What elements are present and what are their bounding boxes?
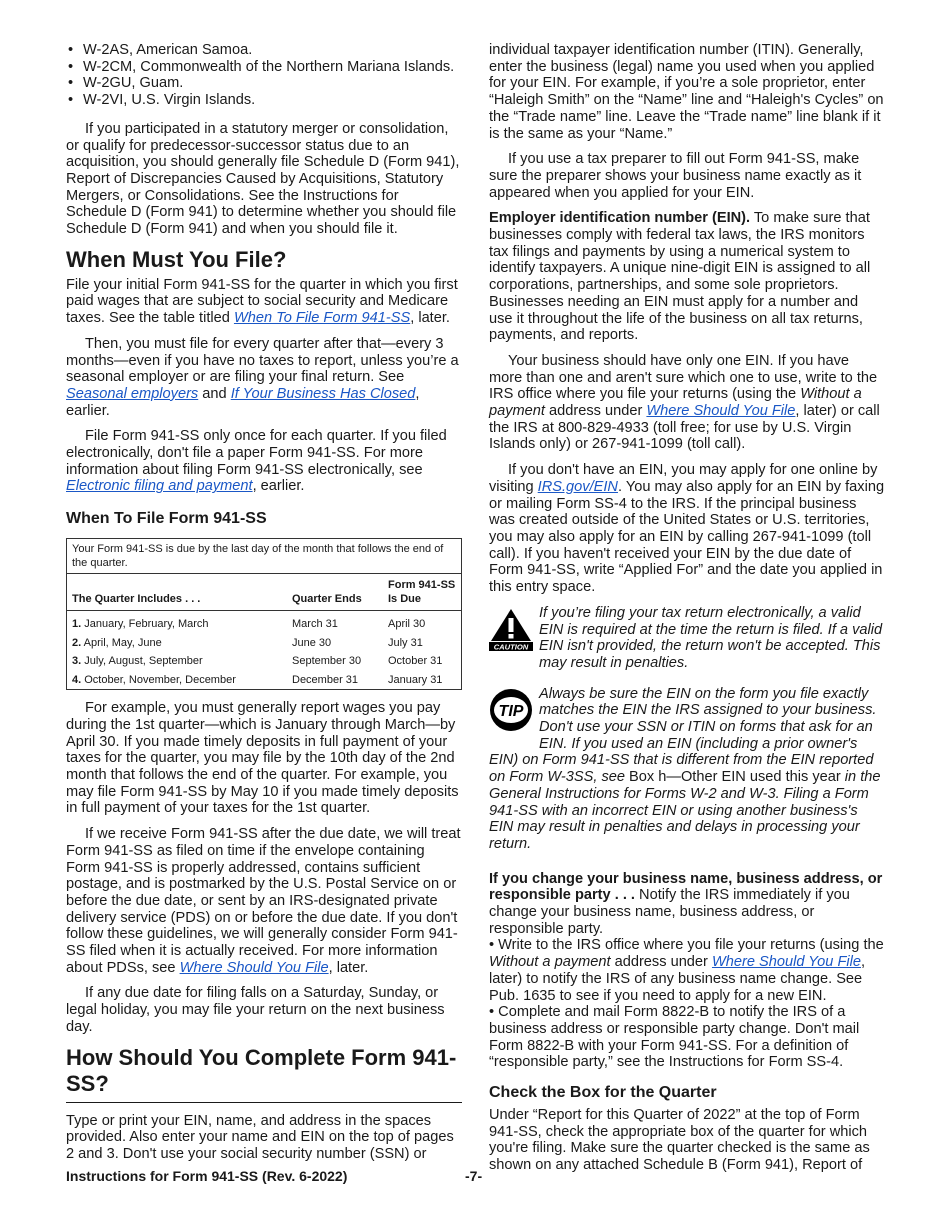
column-header: Quarter Ends <box>287 574 383 611</box>
tip-note: TIP Always be sure the EIN on the form you file exactly matches the EIN the IRS assigned to your business. Don't use your SSN or ITIN on forms that ask for an EIN. If you used an EIN (including a prior owner's EIN) on Form 941-SS that is different from the EIN reported on Form W-3SS, see Box h—Other EIN used this year in the General Instructions for Forms W-2 and W-3. Filing a Form 941-SS with an incorrect EIN or using another business's EIN may result in penalties and delays in processing your return. <box>489 685 881 852</box>
when-to-file-link[interactable]: When To File Form 941-SS <box>233 310 411 327</box>
type-or-print-paragraph: Type or print your EIN, name, and address in the spaces provided. Also enter your name and EIN on the top of pages 2 and 3. Don't use your social security number (SSN) or <box>66 1112 454 1162</box>
territory-form-list <box>66 42 462 109</box>
table-row: 4. October, November, December December 31 January 31 <box>72 673 443 686</box>
right-column <box>489 42 885 1183</box>
page-footer <box>66 1168 886 1185</box>
preparer-paragraph: If you use a tax preparer to fill out Form 941-SS, make sure the preparer shows your business name exactly as it appeared when you applied for your EIN. <box>489 151 862 201</box>
tip-icon <box>489 688 533 737</box>
every-quarter-paragraph: Then, you must file for every quarter after that—every 3 months—even if you have no taxes to report, unless you’re a seasonal employer or are filing your final return. See Seasonal employers and If Your Business Has Closed, earlier. <box>66 335 459 419</box>
irs-ein-link[interactable]: IRS.gov/EIN <box>537 478 618 495</box>
heading-when-must-you-file: When Must You File? <box>66 246 287 272</box>
where-should-you-file-link[interactable]: Where Should You File <box>646 403 796 420</box>
check-box-paragraph: Under “Report for this Quarter of 2022” at the top of Form 941-SS, check the appropriate box of the quarter for which you're filing. Make sure the quarter checked is the same as shown on any attached Schedule B (Form 941), Report of <box>489 1107 870 1174</box>
ein-label: Employer identification number (EIN). <box>489 210 751 227</box>
svg-text:TIP: TIP <box>498 702 524 720</box>
table-row: 3. July, August, September September 30 October 31 <box>72 655 443 668</box>
business-closed-link[interactable]: If Your Business Has Closed <box>230 385 416 402</box>
left-column <box>66 42 462 1172</box>
list-item: • W-2CM, Commonwealth of the Northern Mariana Islands. <box>66 59 462 76</box>
heading-how-to-complete: How Should You Complete Form 941-SS? <box>66 1045 462 1103</box>
box-h-reference: Box h—Other EIN used this year <box>629 769 841 786</box>
no-ein-paragraph: If you don't have an EIN, you may apply for one online by visiting IRS.gov/EIN. You may also apply for an EIN by faxing or mailing Form SS-4 to the IRS. If the principal business was created outside of the United States or U.S. territories, you may also apply for an EIN by calling 267-941-1099 (toll call). If you haven't received your EIN by the due date of Form 941-SS, write “Applied For” and the date you applied in this entry space. <box>489 462 885 596</box>
where-should-you-file-link[interactable]: Where Should You File <box>179 959 329 976</box>
table-row: 2. April, May, June June 30 July 31 <box>72 636 423 649</box>
seasonal-employers-link[interactable]: Seasonal employers <box>66 385 199 402</box>
merger-paragraph: If you participated in a statutory merger or consolidation, or qualify for predecessor-successor status due to an acquisition, you should generally file Schedule D (Form 941), Report of Discrepancies Caused by Acquisitions, Statutory Mergers, or Consolidations. See the Instructions for Schedule D (Form 941) to determine whether you should file Schedule D (Form 941) and when you should file it. <box>66 120 460 238</box>
itin-paragraph: individual taxpayer identification number (ITIN). Generally, enter the business (legal) name you used when you applied for your EIN. For example, if you’re a sole proprietor, enter “Haleigh Smith” on the “Name” line and “Haleigh's Cycles” on the “Trade name” line. Leave the “Trade name” line blank if it is the same as your “Name.” <box>489 42 884 142</box>
change-paragraph: If you change your business name, business address, or responsible party . . . Notify the IRS immediately if you change your business name, business address, or responsible party. <box>489 870 883 937</box>
bullet-item: • Complete and mail Form 8822-B to notify the IRS of a business address or responsible party change. Don't mail Form 8822-B with your Form 941-SS. For a definition of “responsible party,” see the Instructions for Form SS-4. <box>489 1004 860 1071</box>
received-late-paragraph: If we receive Form 941-SS after the due date, we will treat Form 941-SS as filed on time if the envelope containing Form 941-SS is properly addressed, contains sufficient postage, and is postmarked by the U.S. Postal Service on or before the due date, or sent by an IRS-designated private delivery service (PDS) on or before the due date. If you don't follow these guidelines, we will generally consider Form 941-SS filed when it is actually received. For more information about PDSs, see Where Should You File, later. <box>66 826 461 976</box>
page-number: -7- <box>465 1168 483 1184</box>
list-item: • W-2GU, Guam. <box>66 75 462 92</box>
where-should-you-file-link[interactable]: Where Should You File <box>711 954 861 971</box>
heading-when-to-file-table: When To File Form 941-SS <box>66 510 267 528</box>
column-header: Form 941-SS Is Due <box>383 574 462 611</box>
list-item: • W-2AS, American Samoa. <box>66 42 462 59</box>
due-date-table <box>66 538 462 690</box>
svg-text:CAUTION: CAUTION <box>493 642 529 651</box>
file-once-paragraph: File Form 941-SS only once for each quarter. If you filed electronically, don't file a paper Form 941-SS. For more information about filing Form 941-SS electronically, see Electronic filing and payment, earlier. <box>66 428 447 495</box>
holiday-paragraph: If any due date for filing falls on a Saturday, Sunday, or legal holiday, you may file your return on the next business day. <box>66 985 445 1035</box>
caution-note <box>489 605 885 672</box>
ein-paragraph: Employer identification number (EIN). To make sure that businesses comply with federal tax laws, the IRS monitors tax filings and payments by using a numerical system to identify taxpayers. A unique nine-digit EIN is assigned to all corporations, partnerships, and some sole proprietors. Businesses needing an EIN must apply for a number and use it throughout the life of the business on all tax returns, payments, and reports. <box>489 210 871 344</box>
bullet-item: • Write to the IRS office where you file your returns (using the Without a payment address under Where Should You File, later) to notify the IRS of any business name change. See Pub. 1635 to see if you need to apply for a new EIN. <box>489 937 884 1004</box>
electronic-filing-link[interactable]: Electronic filing and payment <box>66 478 253 495</box>
example-paragraph: For example, you must generally report wages you pay during the 1st quarter—which is January through March—by April 30. If you made timely deposits in full payment of your taxes for the quarter, you may file by the 10th day of the 2nd month that follows the end of the quarter. For example, you may file Form 941-SS by May 10 if you made timely deposits in full payment of your taxes for the 1st quarter. <box>66 700 459 817</box>
caution-text: If you’re filing your tax return electronically, a valid EIN is required at the time the return is filed. If a valid EIN isn't provided, the return won't be accepted. This may result in penalties. <box>539 604 883 671</box>
caution-icon <box>489 607 533 656</box>
table-intro: Your Form 941-SS is due by the last day of the month that follows the end of the quarter. <box>67 539 462 574</box>
list-item: • W-2VI, U.S. Virgin Islands. <box>66 92 462 109</box>
one-ein-paragraph: Your business should have only one EIN. If you have more than one and aren't sure which one to use, write to the IRS office where you file your returns (using the Without a payment address under Where Should You File, later) or call the IRS at 800-829-4933 (toll free; for use by U.S. Virgin Islands only) or 267-941-1099 (toll call). <box>489 352 880 453</box>
change-label: If you change your business name, business address, or responsible party . . . <box>489 870 883 904</box>
footer-title: Instructions for Form 941-SS (Rev. 6-2022) <box>66 1168 348 1184</box>
column-header: The Quarter Includes . . . <box>67 574 288 611</box>
heading-check-box-quarter: Check the Box for the Quarter <box>489 1084 717 1102</box>
initial-filing-paragraph: File your initial Form 941-SS for the quarter in which you first paid wages that are subject to social security and Medicare taxes. See the table titled When To File Form 941-SS, later. <box>66 276 458 327</box>
table-row: 1. January, February, March March 31 April 30 <box>72 618 426 631</box>
